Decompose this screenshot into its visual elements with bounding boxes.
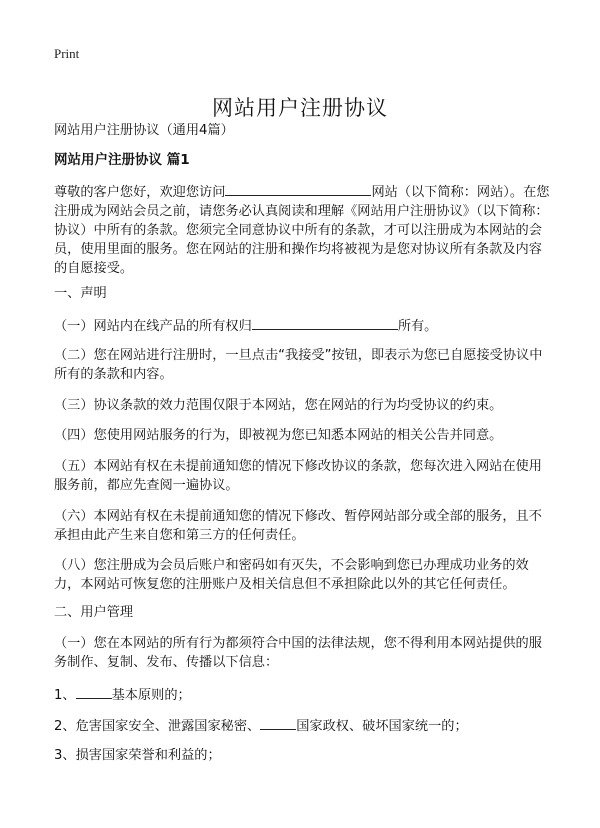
clause-4: （四）您使用网站服务的行为，即被视为您已知悉本网站的相关公告并同意。 (54, 428, 503, 443)
document-subtitle: 网站用户注册协议（通用4篇） (54, 123, 234, 138)
list-item-2-before: 2、危害国家安全、泄露国家秘密、 (54, 719, 261, 734)
clause-1-before: （一）网站内在线产品的所有权归 (54, 319, 252, 334)
blank-line (76, 684, 112, 699)
print-link[interactable]: Print (54, 46, 80, 61)
intro-before: 尊敬的客户您好，欢迎您访问 (54, 185, 226, 200)
intro-after: 网站（以下简称：网站）。在您注册成为网站会员之前，请您务必认真阅读和理解《网站用户注册协议》（以下简称：协议）中所有的条款。您须完全同意协议中所有的条款，才可以注册成为本网站的会员，使用里面的服务。您在网站的注册和操作均将被视为是您对协议所有条款及内容的自愿接受。 (54, 185, 550, 276)
section-declaration: 一、声明 (54, 286, 107, 301)
clause-5: （五）本网站有权在未提前通知您的情况下修改协议的条款，您每次进入网站在使用服务前，都应先查阅一遍协议。 (54, 459, 542, 493)
list-item-3: 3、损害国家荣誉和利益的； (54, 748, 221, 763)
blank-line (225, 181, 371, 196)
section-user-management: 二、用户管理 (54, 605, 134, 620)
intro-paragraph (54, 181, 550, 278)
section-heading: 网站用户注册协议 篇1 (54, 152, 190, 168)
clause-2: （二）您在网站进行注册时，一旦点击“我接受”按钮，即表示为您已自愿接受协议中所有的条款和内容。 (54, 348, 543, 382)
clause-3: （三）协议条款的效力范围仅限于本网站，您在网站的行为均受协议的约束。 (54, 398, 503, 413)
clause-user-1: （一）您在本网站的所有行为都须符合中国的法律法规，您不得利用本网站提供的服务制作、复制、发布、传播以下信息： (54, 636, 542, 670)
blank-line (260, 715, 296, 730)
clause-8: （八）您注册成为会员后账户和密码如有灭失，不会影响到您已办理成功业务的效力，本网站可恢复您的注册账户及相关信息但不承担除此以外的其它任何责任。 (54, 558, 529, 592)
clause-1-after: 所有。 (397, 319, 438, 334)
blank-line (252, 315, 398, 330)
list-item-2-after: 国家政权、破坏国家统一的； (296, 719, 468, 734)
list-item-1-after: 基本原则的； (111, 688, 191, 703)
clause-6: （六）本网站有权在未提前通知您的情况下修改、暂停网站部分或全部的服务，且不承担由此产生来自您和第三方的任何责任。 (54, 509, 542, 543)
list-item-2 (54, 715, 550, 736)
clause-1 (54, 315, 550, 336)
list-item-1 (54, 684, 550, 705)
list-item-1-before: 1、 (54, 688, 76, 703)
document-title: 网站用户注册协议 (212, 96, 388, 121)
